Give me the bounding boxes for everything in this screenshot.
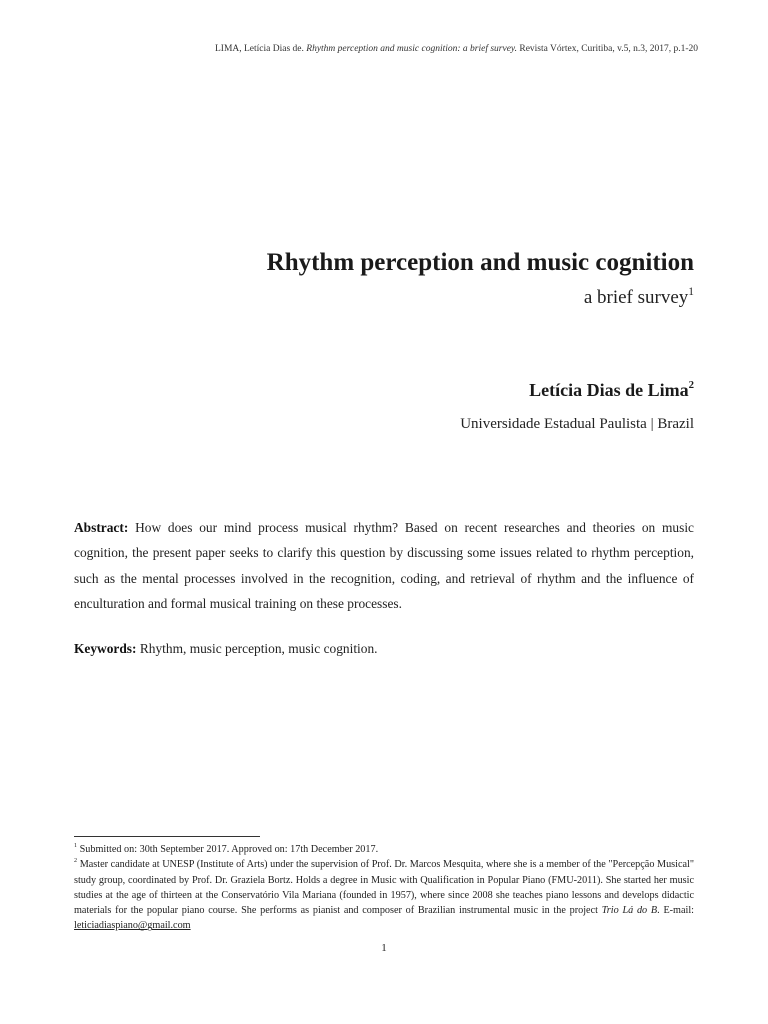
title-block	[74, 248, 694, 310]
footnote-2-text: Master candidate at UNESP (Institute of Arts) under the supervision of Prof. Dr. Marcos Mesquita, where she is a member of the "Percepção Musical" study group, coordinated by Prof. Dr. Graziela Bortz. Holds a degree in Music with Qualification in Popular Piano (FMU-2011). She started her music studies at the age of thirteen at the Conservatório Vila Mariana (founded in 1957), where since 2008 she teaches piano lessons and develops didactic materials for the popular piano course. She performs as pianist and composer of Brazilian instrumental music in the project	[74, 859, 695, 917]
author-email-link[interactable]: leticiadiaspiano@gmail.com	[74, 920, 191, 932]
keywords	[74, 638, 694, 660]
footnote-2-email-label: . E-mail:	[657, 905, 694, 917]
footnote-ref-2[interactable]: 2	[688, 378, 694, 391]
footnote-ref-1[interactable]: 1	[688, 285, 694, 298]
author-name	[74, 378, 694, 402]
footnote-divider	[74, 836, 260, 837]
author-affiliation: Universidade Estadual Paulista | Brazil	[460, 416, 694, 432]
footnotes	[74, 842, 694, 934]
footnote-1-text: Submitted on: 30th September 2017. Approved on: 17th December 2017.	[79, 844, 379, 855]
footnote-2	[74, 857, 694, 933]
running-header	[70, 44, 698, 54]
footnote-1	[74, 842, 694, 857]
abstract	[74, 515, 694, 617]
header-citation-prefix: LIMA, Letícia Dias de.	[214, 44, 304, 54]
footnote-2-number: 2	[74, 858, 78, 865]
subtitle-text: a brief survey	[583, 287, 689, 308]
abstract-text: How does our mind process musical rhythm? Based on recent researches and theories on music cognition, the present paper seeks to clarify this question by discussing some issues related to rhythm perception, such as the mental processes involved in the recognition, coding, and retrieval of rhythm and the influence of enculturation and formal musical training on these processes.	[74, 520, 694, 612]
header-citation-title: Rhythm perception and music cognition: a brief survey.	[306, 44, 517, 54]
footnote-1-number: 1	[74, 843, 78, 849]
keywords-label: Keywords:	[74, 641, 137, 656]
footnote-2-project: Trio Lá do B	[601, 905, 658, 917]
abstract-label: Abstract:	[74, 520, 129, 535]
paper-subtitle	[74, 286, 694, 310]
author-block	[74, 378, 694, 434]
paper-title: Rhythm perception and music cognition	[266, 249, 694, 276]
page-number: 1	[381, 942, 387, 954]
author-name-text: Letícia Dias de Lima	[529, 380, 689, 400]
keywords-text: Rhythm, music perception, music cognition.	[139, 641, 378, 656]
header-citation-journal: Revista Vórtex, Curitiba, v.5, n.3, 2017, p.1-20	[519, 44, 698, 54]
